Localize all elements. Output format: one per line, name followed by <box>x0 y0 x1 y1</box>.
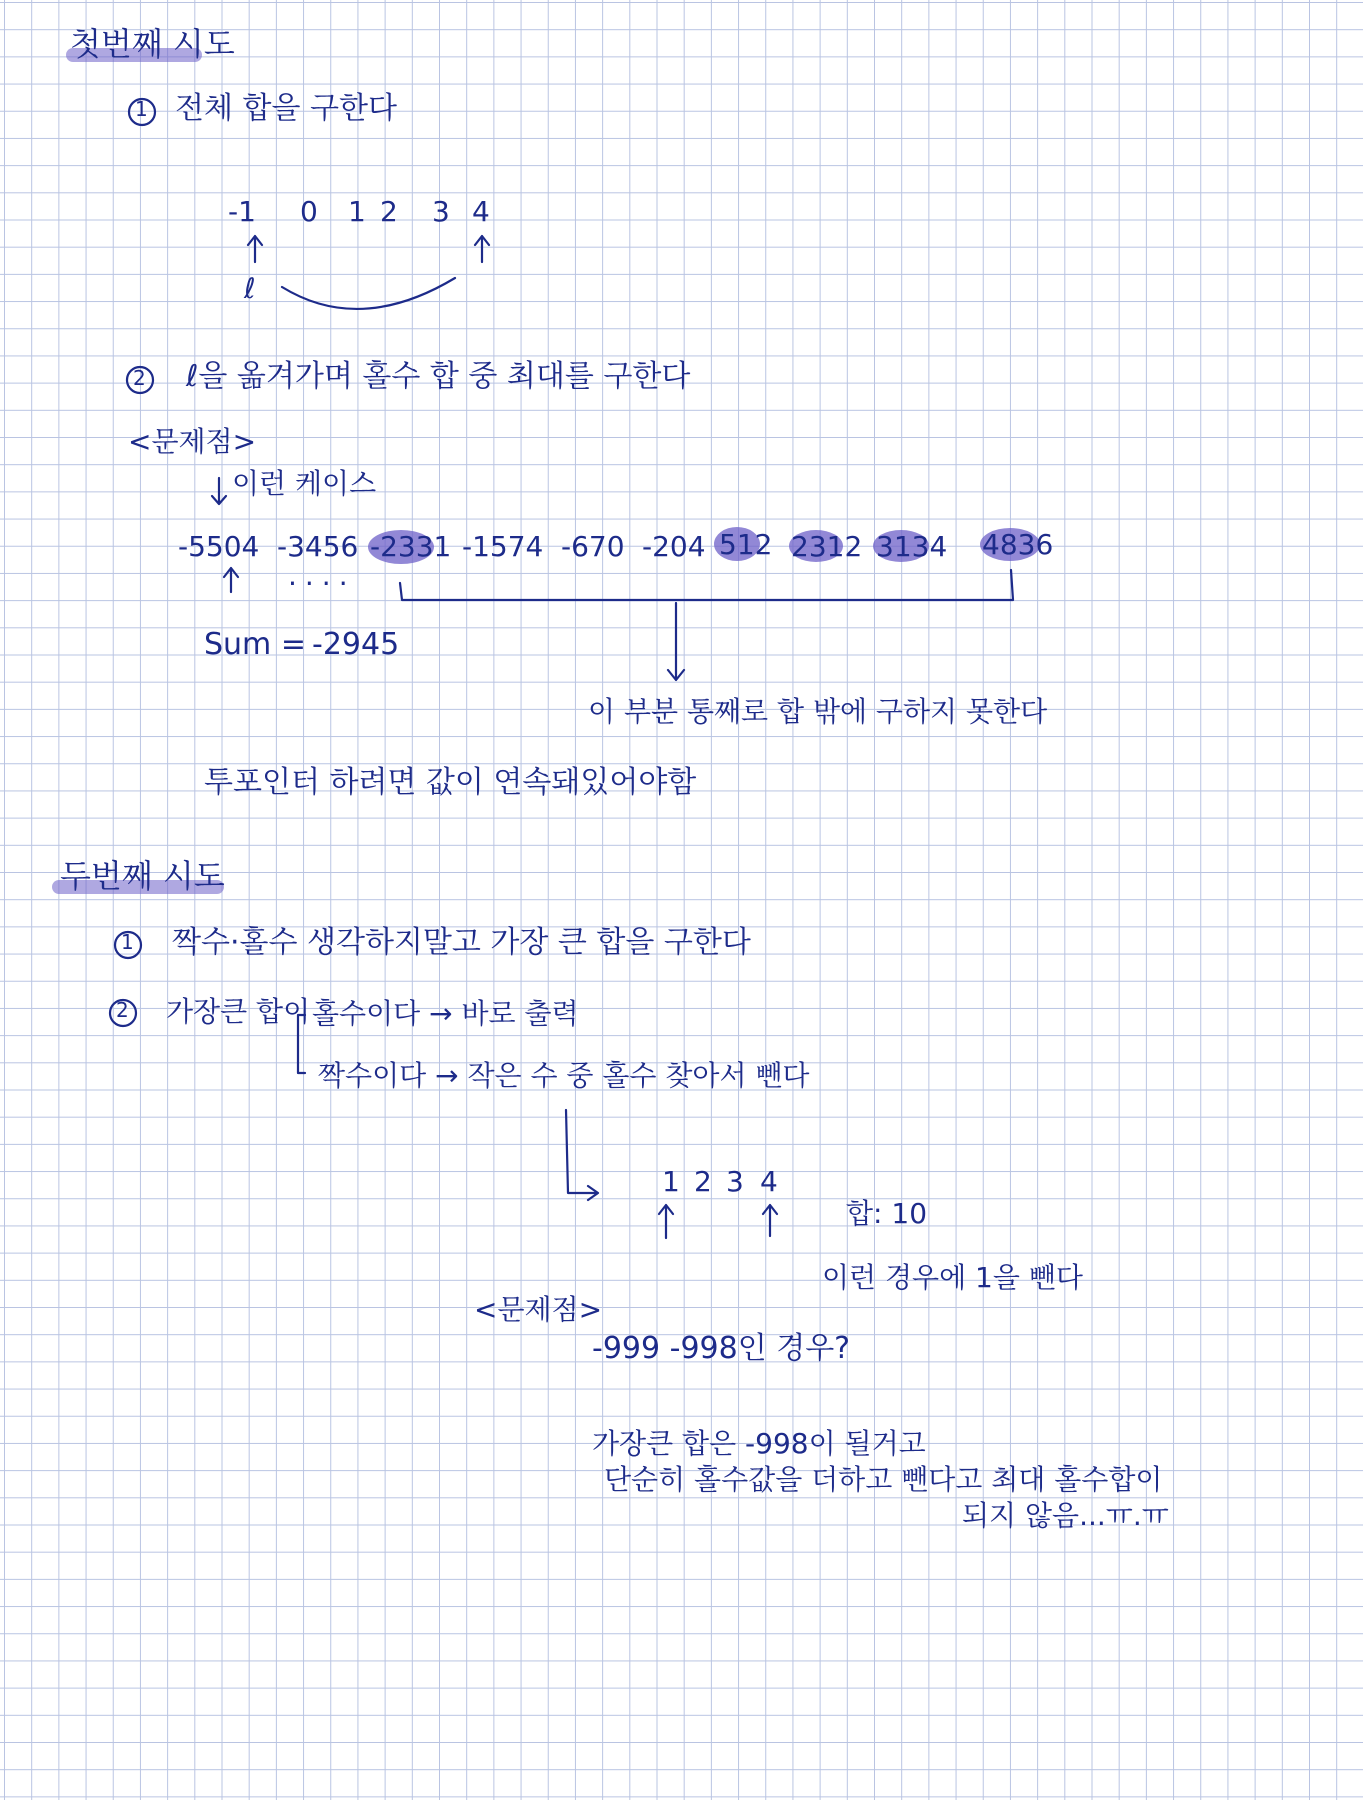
example-num-0: -1 <box>228 195 256 228</box>
step2-prefix: 가장큰 합이 <box>166 995 311 1028</box>
subtract-note: 이런 경우에 1을 뺀다 <box>822 1261 1083 1294</box>
range-curve <box>282 278 455 309</box>
step2-text: ℓ을 옮겨가며 홀수 합 중 최대를 구한다 <box>186 359 691 394</box>
example-num-3: 2 <box>380 195 398 228</box>
up-arrow-l <box>248 236 262 262</box>
example2-num-3: 4 <box>760 1165 778 1198</box>
seq-num-3: -1574 <box>462 530 544 563</box>
example2-num-0: 1 <box>662 1165 680 1198</box>
sum-label: Sum = <box>204 627 306 662</box>
step1-marker: 1 <box>135 97 148 121</box>
step2-marker: 2 <box>133 366 146 390</box>
down-arrow-case <box>212 478 226 504</box>
seq-num-1: -3456 <box>277 530 359 563</box>
seq-num-2: -2331 <box>370 530 452 563</box>
problem-case: -999 -998인 경우? <box>592 1331 851 1366</box>
first-attempt-title: 첫번째 시도 <box>70 25 235 63</box>
explanation-line3: 되지 않음...ㅠ.ㅠ <box>962 1499 1169 1532</box>
up-arrow-5504 <box>224 568 238 592</box>
seq-num-9: 4836 <box>982 528 1054 561</box>
explanation-line1: 가장큰 합은 -998이 될거고 <box>592 1427 926 1460</box>
down-arrow-bracket <box>668 603 684 680</box>
branch-even: 짝수이다 → 작은 수 중 홀수 찾아서 뺀다 <box>318 1059 810 1092</box>
range-bracket <box>400 570 1013 600</box>
step1-text-b: 짝수·홀수 생각하지말고 가장 큰 합을 구한다 <box>172 925 751 960</box>
example2-num-1: 2 <box>694 1165 712 1198</box>
seq-num-6: 512 <box>719 528 773 561</box>
example-num-4: 3 <box>432 195 450 228</box>
seq-num-4: -670 <box>561 530 625 563</box>
step1-text: 전체 합을 구한다 <box>175 91 397 126</box>
up-arrow-4 <box>763 1205 777 1236</box>
second-attempt-title: 두번째 시도 <box>60 857 225 895</box>
example-num-1: 0 <box>300 195 318 228</box>
pointer-l-label: ℓ <box>244 272 256 305</box>
conclusion: 투포인터 하려면 값이 연속돼있어야함 <box>204 765 697 800</box>
explanation-line2: 단순히 홀수값을 더하고 뺀다고 최대 홀수합이 <box>604 1463 1163 1496</box>
seq-num-5: -204 <box>642 530 706 563</box>
example-num-2: 1 <box>348 195 366 228</box>
up-arrow-r <box>475 236 489 262</box>
problem-title-1: <문제점> <box>128 425 257 458</box>
step2-marker-b: 2 <box>116 998 129 1022</box>
step1-marker-b: 1 <box>121 930 134 954</box>
l-arrow <box>566 1110 598 1200</box>
problem-title-2: <문제점> <box>474 1293 603 1326</box>
range-note: 이 부분 통째로 합 밖에 구하지 못한다 <box>588 695 1048 728</box>
example2-num-2: 3 <box>726 1165 744 1198</box>
dots: .... <box>288 559 356 592</box>
sum-note: 합: 10 <box>846 1197 928 1230</box>
case-label: 이런 케이스 <box>232 467 377 500</box>
up-arrow-1 <box>659 1205 673 1238</box>
seq-num-0: -5504 <box>178 530 260 563</box>
seq-num-8: 3134 <box>876 530 948 563</box>
example-num-5: 4 <box>472 195 490 228</box>
branch-odd: 홀수이다 → 바로 출력 <box>312 997 579 1030</box>
sum-value: -2945 <box>312 627 400 662</box>
seq-num-7: 2312 <box>791 530 863 563</box>
